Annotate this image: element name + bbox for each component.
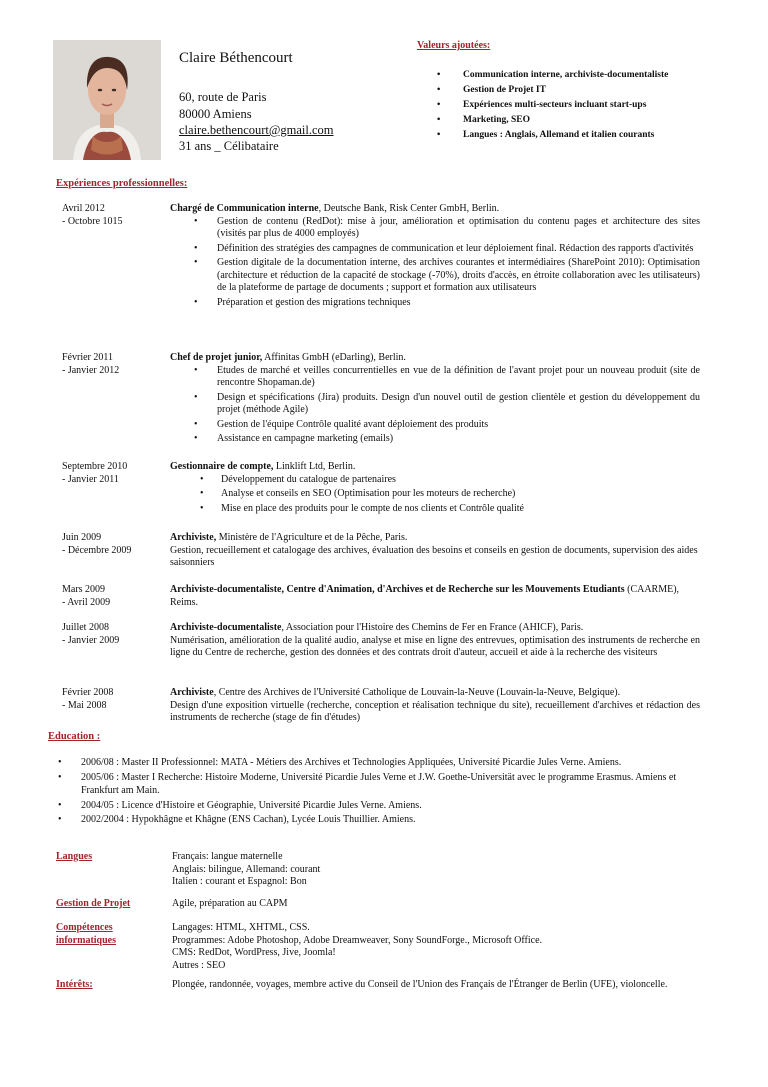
- address-line-1: 60, route de Paris: [179, 90, 267, 104]
- informatique-label: [56, 922, 116, 947]
- job-dates: Avril 2012 - Octobre 1015: [62, 203, 123, 227]
- job-entry: [170, 203, 700, 309]
- list-item: • Gestion digitale de la documentation interne, des archives courantes et intermédiaires (SharePoint 2010): Optimisation (architecture et réduction de la capacité de stockage (-70%), droits d'accès, en étroite collaboration avec les utilisateurs) de la plateforme de partage de documents ; support et formation aux utilisateurs: [170, 257, 700, 295]
- langues-line: Anglais: bilingue, Allemand: courant: [172, 863, 321, 875]
- list-item: • Marketing, SEO: [437, 113, 668, 128]
- candidate-name: Claire Béthencourt: [179, 50, 293, 66]
- list-item: • Assistance en campagne marketing (emails): [170, 433, 700, 446]
- langues-label: Langues: [56, 851, 93, 862]
- langues-line: Italien : courant et Espagnol: Bon: [172, 876, 307, 887]
- list-item: • Gestion de l'équipe Contrôle qualité avant déploiement des produits: [170, 419, 700, 432]
- list-item: • 2002/2004 : Hypokhâgne et Khâgne (ENS Cachan), Lycée Louis Thuillier. Amiens.: [55, 813, 705, 827]
- list-item: • Etudes de marché et veilles concurrentielles en vue de la définition de l'avant projet pour un nouveau produit (site de rencontre Shopaman.de): [170, 365, 700, 390]
- job-org: Affinitas GmbH (eDarling), Berlin.: [262, 352, 406, 363]
- job-org: Ministère de l'Agriculture et de la Pêche, Paris.: [216, 532, 408, 543]
- valeurs-title: Valeurs ajoutées:: [417, 40, 491, 51]
- list-item: • 2004/05 : Licence d'Histoire et Géographie, Université Picardie Jules Verne. Amiens.: [55, 799, 705, 813]
- list-item: • Expériences multi-secteurs incluant start-ups: [437, 98, 668, 113]
- informatique-value: [172, 922, 700, 972]
- job-title: Archiviste-documentaliste: [170, 622, 282, 633]
- list-item: • Gestion de contenu (RedDot): mise à jour, amélioration et optimisation du contenu pages et architecture des sites (visités par plus de 4000 employés): [170, 216, 700, 241]
- list-item: • 2006/08 : Master II Professionnel: MATA - Métiers des Archives et Technologies Appliquées, Université Picardie Jules Verne. Amiens.: [55, 756, 705, 770]
- education-title: Education :: [48, 731, 101, 742]
- list-item: • Préparation et gestion des migrations techniques: [170, 297, 700, 310]
- informatique-line: CMS: RedDot, WordPress, Jive, Joomla!: [172, 947, 336, 958]
- list-item: • 2005/06 : Master I Recherche: Histoire Moderne, Université Picardie Jules Verne et J.W. Goethe-Universität avec le programme Erasmus. Amiens et Frankfurt am Main.: [55, 771, 705, 798]
- job-org: Linklift Ltd, Berlin.: [273, 461, 356, 472]
- job-title: Chef de projet junior,: [170, 352, 263, 363]
- experience-title: Expériences professionnelles:: [56, 178, 188, 189]
- job-title: Gestionnaire de compte,: [170, 461, 274, 472]
- informatique-line: Programmes: Adobe Photoshop, Adobe Dreamweaver, Sony SoundForge., Microsoft Office.: [172, 934, 543, 946]
- informatique-line: Autres : SEO: [172, 959, 226, 971]
- list-item: • Gestion de Projet IT: [437, 83, 668, 98]
- job-title: Chargé de Communication interne: [170, 203, 319, 214]
- job-org: , Centre des Archives de l'Université Catholique de Louvain-la-Neuve (Louvain-la-Neuve, Belgique).: [213, 687, 621, 698]
- job-entry: [170, 584, 700, 609]
- informatique-label-line: Compétences: [56, 922, 113, 933]
- job-description: Numérisation, amélioration de la qualité audio, analyse et mise en ligne des entrevues, optimisation des instruments de recherche en ligne du Centre de recherche, gestion des données et des contrats droit d'auteur, accueil et aide à la recherche des visiteurs: [170, 634, 700, 658]
- valeurs-list: [437, 68, 668, 143]
- profile-photo: [53, 40, 161, 160]
- list-item: • Analyse et conseils en SEO (Optimisation pour les moteurs de recherche): [170, 488, 700, 501]
- address-line-2: 80000 Amiens: [179, 107, 252, 121]
- job-entry: [170, 687, 700, 725]
- list-item: • Langues : Anglais, Allemand et italien courants: [437, 128, 668, 143]
- list-item: • Définition des stratégies des campagnes de communication et leur déploiement final. Rédaction des rapports d'activités: [170, 243, 700, 256]
- job-description: Design d'une exposition virtuelle (recherche, conception et réalisation technique du site), recueillement d'archives et rédaction des instruments de recherche (stage de fin d'études): [170, 699, 700, 723]
- job-org: (CAARME), Reims.: [170, 584, 680, 608]
- list-item: • Mise en place des produits pour le compte de nos clients et Contrôle qualité: [170, 503, 700, 516]
- email-link[interactable]: claire.bethencourt@gmail.com: [179, 123, 334, 137]
- age-status: 31 ans _ Célibataire: [179, 139, 279, 153]
- job-title: Archiviste-documentaliste, Centre d'Animation, d'Archives et de Recherche sur les Mouvements Etudiants: [170, 584, 625, 595]
- job-org: , Association pour l'Histoire des Chemins de Fer en France (AHICF), Paris.: [281, 622, 584, 633]
- job-description: Gestion, recueillement et catalogage des archives, évaluation des besoins et conseils en gestion de documents, supervision des aides saisonniers: [170, 544, 698, 568]
- list-item: • Communication interne, archiviste-documentaliste: [437, 68, 668, 83]
- job-dates: Septembre 2010 - Janvier 2011: [62, 461, 128, 485]
- list-item: • Design et spécifications (Jira) produits. Design d'un nouvel outil de gestion clientèle et gestion du développement du projet (méthode Agile): [170, 392, 700, 417]
- job-dates: Mars 2009 - Avril 2009: [62, 584, 111, 608]
- job-entry: [170, 622, 700, 660]
- job-title: Archiviste,: [170, 532, 217, 543]
- job-dates: Juin 2009 - Décembre 2009: [62, 532, 132, 556]
- langues-line: Français: langue maternelle: [172, 851, 283, 862]
- job-org: , Deutsche Bank, Risk Center GmbH, Berlin.: [318, 203, 500, 214]
- job-title: Archiviste: [170, 687, 214, 698]
- langues-value: [172, 851, 700, 889]
- projet-value: Agile, préparation au CAPM: [172, 898, 288, 909]
- projet-label: Gestion de Projet: [56, 898, 131, 909]
- interets-label: Intérêts:: [56, 979, 93, 990]
- job-entry: [170, 352, 700, 446]
- interets-value: Plongée, randonnée, voyages, membre active du Conseil de l'Union des Français de l'Étranger de Berlin (UFE), violoncelle.: [172, 979, 668, 990]
- job-dates: Juillet 2008 - Janvier 2009: [62, 622, 120, 646]
- education-list: [55, 756, 705, 828]
- informatique-line: Langages: HTML, XHTML, CSS.: [172, 922, 310, 933]
- informatique-label-line: informatiques: [56, 934, 116, 946]
- job-dates: Février 2011 - Janvier 2012: [62, 352, 120, 376]
- job-dates: Février 2008 - Mai 2008: [62, 687, 114, 711]
- list-item: • Développement du catalogue de partenaires: [170, 474, 700, 487]
- job-entry: [170, 532, 700, 570]
- job-entry: [170, 461, 700, 515]
